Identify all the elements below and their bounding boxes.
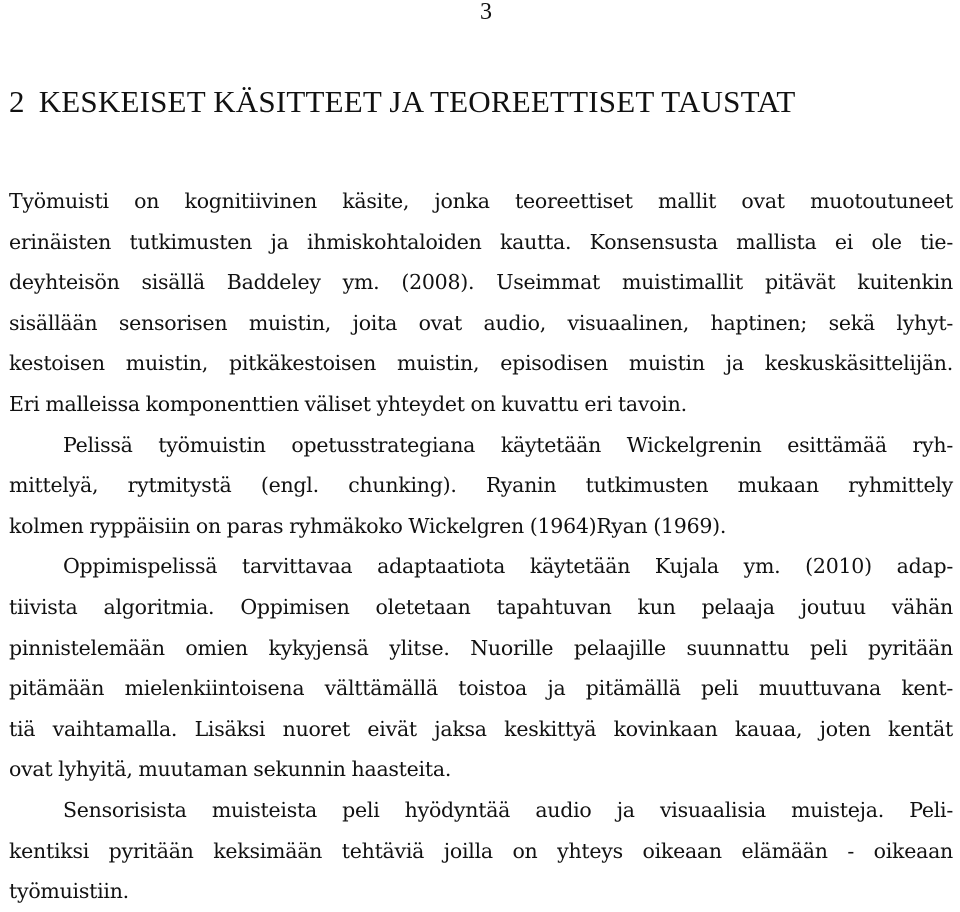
text-line: tiä vaihtamalla. Lisäksi nuoret eivät jaksa keskittyä kovinkaan kauaa, joten kentät (9, 716, 953, 741)
text-line: pitämään mielenkiintoisena välttämällä toistoa ja pitämällä peli muuttuvana kent- (9, 676, 953, 701)
paragraph-4 (9, 790, 953, 912)
text-line: ovat lyhyitä, muutaman sekunnin haasteita. (9, 757, 452, 782)
text-line: Oppimispelissä tarvittavaa adaptaatiota käytetään Kujala ym. (2010) adap- (63, 554, 953, 579)
section-number: 2 (9, 84, 25, 119)
section-heading (9, 84, 796, 120)
text-line: Pelissä työmuistin opetusstrategiana käytetään Wickelgrenin esittämää ryh- (63, 432, 953, 457)
text-line: työmuistiin. (9, 879, 129, 904)
text-line: Eri malleissa komponenttien väliset yhteydet on kuvattu eri tavoin. (9, 391, 687, 416)
body-text (9, 181, 953, 912)
text-line: kolmen ryppäisiin on paras ryhmäkoko Wickelgren (1964)Ryan (1969). (9, 513, 727, 538)
text-line: deyhteisön sisällä Baddeley ym. (2008). Useimmat muistimallit pitävät kuitenkin (9, 270, 953, 295)
text-line: kestoisen muistin, pitkäkestoisen muistin, episodisen muistin ja keskuskäsittelijän. (9, 351, 953, 376)
text-line: kentiksi pyritään keksimään tehtäviä joilla on yhteys oikeaan elämään - oikeaan (9, 838, 953, 863)
text-line: pinnistelemään omien kykyjensä ylitse. Nuorille pelaajille suunnattu peli pyritään (9, 635, 953, 660)
text-line: Sensorisista muisteista peli hyödyntää audio ja visuaalisia muisteja. Peli- (63, 797, 953, 822)
paragraph-3 (9, 546, 953, 790)
paragraph-1 (9, 181, 953, 425)
text-line: sisällään sensorisen muistin, joita ovat audio, visuaalinen, haptinen; sekä lyhyt- (9, 310, 953, 335)
text-line: erinäisten tutkimusten ja ihmiskohtaloiden kautta. Konsensusta mallista ei ole tie- (9, 229, 953, 254)
paragraph-2 (9, 425, 953, 547)
text-line: Työmuisti on kognitiivinen käsite, jonka teoreettiset mallit ovat muotoutuneet (9, 189, 953, 213)
page-number: 3 (480, 0, 492, 25)
text-line: tiivista algoritmia. Oppimisen oletetaan tapahtuvan kun pelaaja joutuu vähän (9, 594, 953, 619)
text-line: mittelyä, rytmitystä (engl. chunking). Ryanin tutkimusten mukaan ryhmittely (9, 473, 953, 498)
section-title: KESKEISET KÄSITTEET JA TEOREETTISET TAUSTAT (38, 84, 796, 119)
